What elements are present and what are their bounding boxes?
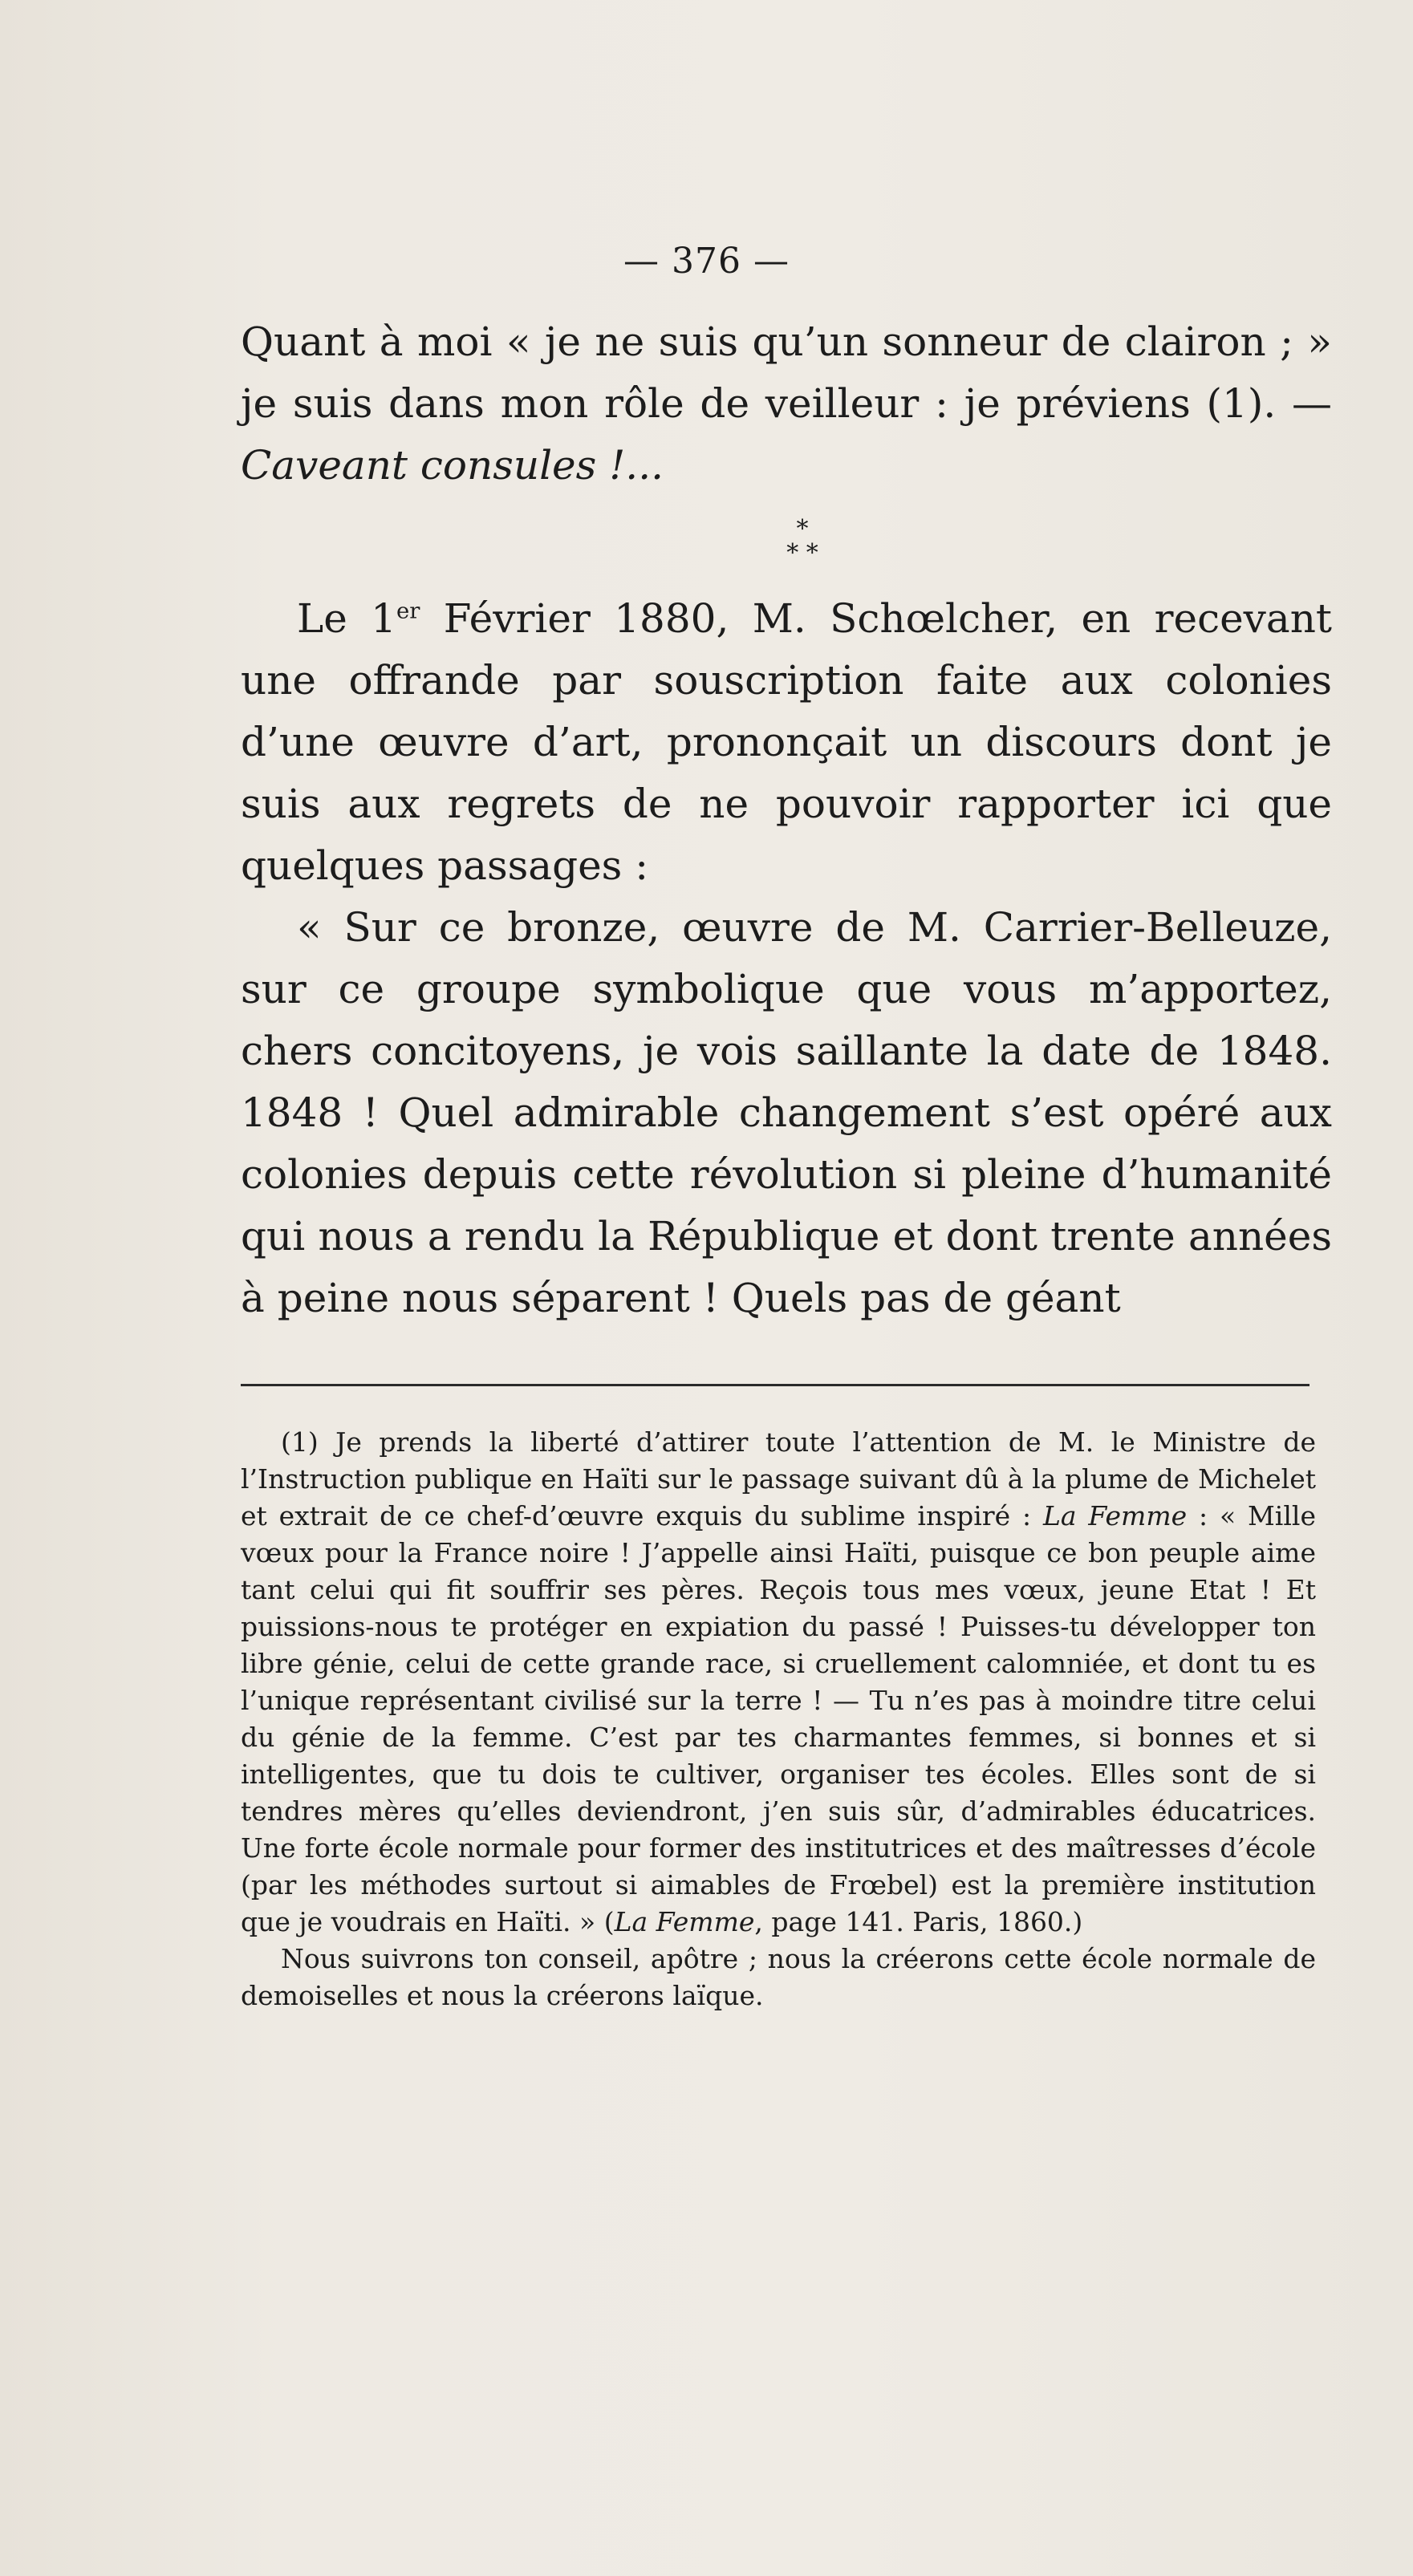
footnote-paragraph-2: Nous suivrons ton conseil, apôtre ; nous la créerons cette école normale de demoiselles et nous la créerons laïque. <box>241 1943 1316 2011</box>
paragraph-1 <box>241 311 1332 497</box>
paragraph-1-text: Quant à moi « je ne suis qu’un sonneur de clairon ; » je suis dans mon rôle de veilleur : je préviens (1). — <box>241 318 1332 427</box>
paragraph-2 <box>241 588 1332 897</box>
paragraph-2-lead: Le 1 <box>297 595 396 642</box>
main-text <box>241 311 1332 1329</box>
footnote-text-1: (1) Je prends la liberté d’attirer toute l’attention de M. le Ministre de l’Instruction publique en Haïti sur le passage suivant dû à la plume de Michelet et extrait de ce chef-d’œuvre exquis du sublime inspiré : <box>241 1426 1316 1531</box>
footnote-text-3: , page 141. Paris, 1860.) <box>754 1906 1083 1937</box>
asterism-divider <box>241 517 1332 566</box>
paragraph-2-sup: er <box>396 598 420 624</box>
asterism-bottom: * * <box>786 539 818 567</box>
footnote-text-2: : « Mille vœux pour la France noire ! J’appelle ainsi Haïti, puisque ce bon peuple aime tant celui qui fit souffrir ses pères. Reçois tous mes vœux, jeune Etat ! Et puissions-nous te protéger en expiation du passé ! Puisses-tu développer ton libre génie, celui de cette grande race, si cruellement calomniée, et dont tu es l’unique représentant civilisé sur la terre ! — Tu n’es pas à moindre titre celui du génie de la femme. C’est par tes charmantes femmes, si bonnes et si intelligentes, que tu dois te cultiver, organiser tes écoles. Elles sont de si tendres mères qu’elles deviendront, j’en suis sûr, d’admirables éducatrices. Une forte école normale pour former des institutrices et des maîtresses d’école (par les méthodes surtout si aimables de Frœbel) est la première institution que je voudrais en Haïti. » ( <box>241 1500 1316 1937</box>
paragraph-2-rest: Février 1880, M. Schœlcher, en recevant une offrande par souscription faite aux colonies d’une œuvre d’art, prononçait un discours dont je suis aux regrets de ne pouvoir rapporter ici que quelques passages : <box>241 595 1333 889</box>
footnote-title-2: La Femme <box>614 1906 755 1937</box>
page-number: — 376 — <box>623 241 790 282</box>
asterism-top: * <box>796 515 809 543</box>
footnote-title-1: La Femme <box>1042 1500 1188 1531</box>
footnote <box>241 1424 1316 2014</box>
paragraph-3: « Sur ce bronze, œuvre de M. Carrier-Belleuze, sur ce groupe symbolique que vous m’apportez, chers concitoyens, je vois saillante la date de 1848. 1848 ! Quel admirable changement s’est opéré aux colonies depuis cette révolution si pleine d’humanité qui nous a rendu la République et dont trente années à peine nous séparent ! Quels pas de géant <box>241 904 1332 1321</box>
footnote-divider <box>241 1384 1309 1386</box>
footnote-paragraph-1 <box>241 1424 1316 1941</box>
caveant-consules: Caveant consules !... <box>241 442 664 489</box>
